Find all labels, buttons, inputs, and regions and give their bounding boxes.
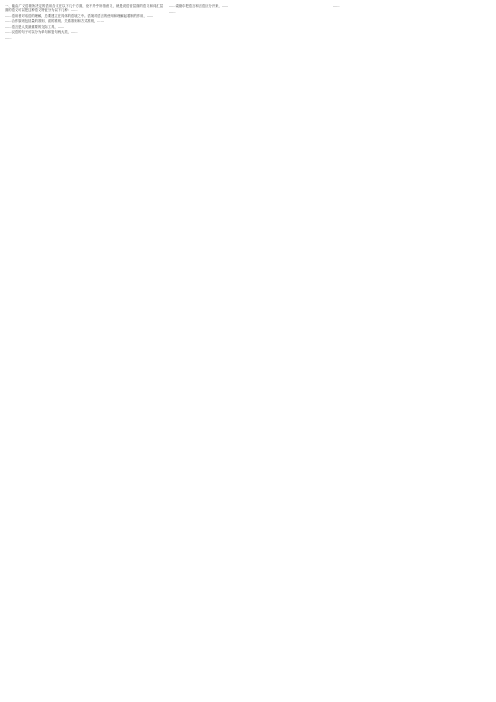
paragraph: ……: [169, 9, 176, 14]
paragraph: ……语言是人类最重要的交际工具，……: [5, 24, 65, 29]
paragraph: ……: [333, 4, 340, 8]
paragraph: 一、能由广义语境所决定的语用含义在以下几个方面，论不外乎所指意义，就是说语音层面的语义和词汇层面的语义可以把这种语义特征分为以下几种：……: [5, 4, 163, 13]
paragraph: ……语用者对话语的理解，总要建立在具体的语境之中。语境对语言的使用和理解起着制约作用，……: [5, 13, 154, 18]
paragraph: ……: [5, 35, 12, 40]
paragraph: ……合作原则包括量的准则、质的准则、关系准则和方式准则，……: [5, 19, 104, 24]
paragraph: ……索绪尔把语言和言语区分开来，……: [169, 4, 229, 8]
paragraph: ……汉语的句子可以分为单句和复句两大类，……: [5, 30, 78, 35]
text-column-right: [333, 4, 491, 698]
text-column-left: [5, 4, 163, 698]
text-column-middle: [169, 4, 327, 698]
text-columns: [5, 4, 491, 698]
